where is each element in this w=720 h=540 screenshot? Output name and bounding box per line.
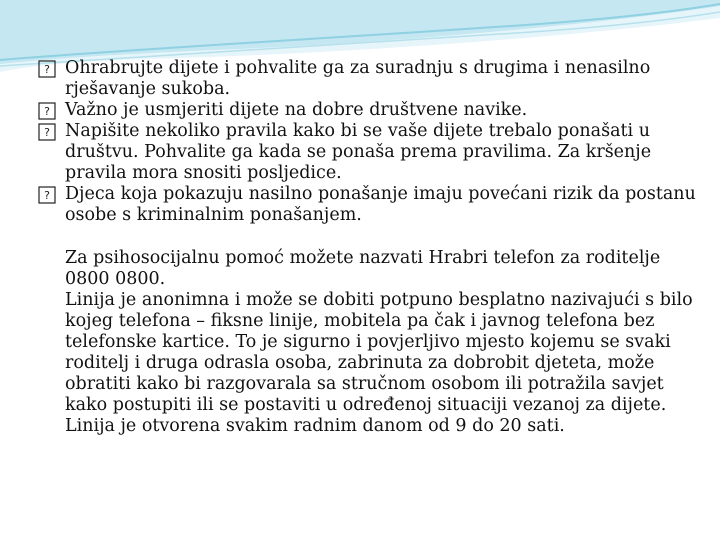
missing-glyph-box-icon [38,123,56,141]
bullet-text: Napišite nekoliko pravila kako bi se vaše dijete trebalo ponašati u društvu. Pohvalite ga kada se ponaša prema pravilima. Za kršenje pravila mora snositi posljedice. [65,121,652,183]
helpline-paragraph: Za psihosocijalnu pomoć možete nazvati Hrabri telefon za roditelje 0800 0800. [65,248,661,289]
bullet-item [38,100,698,121]
svg-text:?: ? [44,105,50,118]
spacer [38,226,698,248]
missing-glyph-box-icon [38,186,56,204]
bullet-item [38,58,698,100]
svg-text:?: ? [44,189,50,202]
svg-text:?: ? [44,63,50,76]
bullet-list [38,58,698,226]
bullet-text: Ohrabrujte dijete i pohvalite ga za suradnju s drugima i nenasilno rješavanje sukoba. [65,58,651,99]
bullet-text: Važno je usmjeriti dijete na dobre društvene navike. [65,100,528,120]
bullet-text: Djeca koja pokazuju nasilno ponašanje imaju povećani rizik da postanu osobe s kriminalnim ponašanjem. [65,184,696,225]
helpline-details-paragraph: Linija je anonimna i može se dobiti potpuno besplatno nazivajući s bilo kojeg telefona – fiksne linije, mobitela pa čak i javnog telefona bez telefonske kartice. To je sigurno i povjerljivo mjesto kojemu se svaki roditelj i druga odrasla osoba, zabrinuta za dobrobit djeteta, može obratiti kako bi razgovarala sa stručnom osobom ili potražila savjet kako postupiti ili se postaviti u određenoj situaciji vezanoj za dijete. Linija je otvorena svakim radnim danom od 9 do 20 sati. [65,290,693,436]
bullet-item [38,184,698,226]
missing-glyph-box-icon [38,102,56,120]
svg-text:?: ? [44,126,50,139]
bullet-item [38,121,698,184]
missing-glyph-box-icon [38,60,56,78]
slide-body [38,58,698,437]
